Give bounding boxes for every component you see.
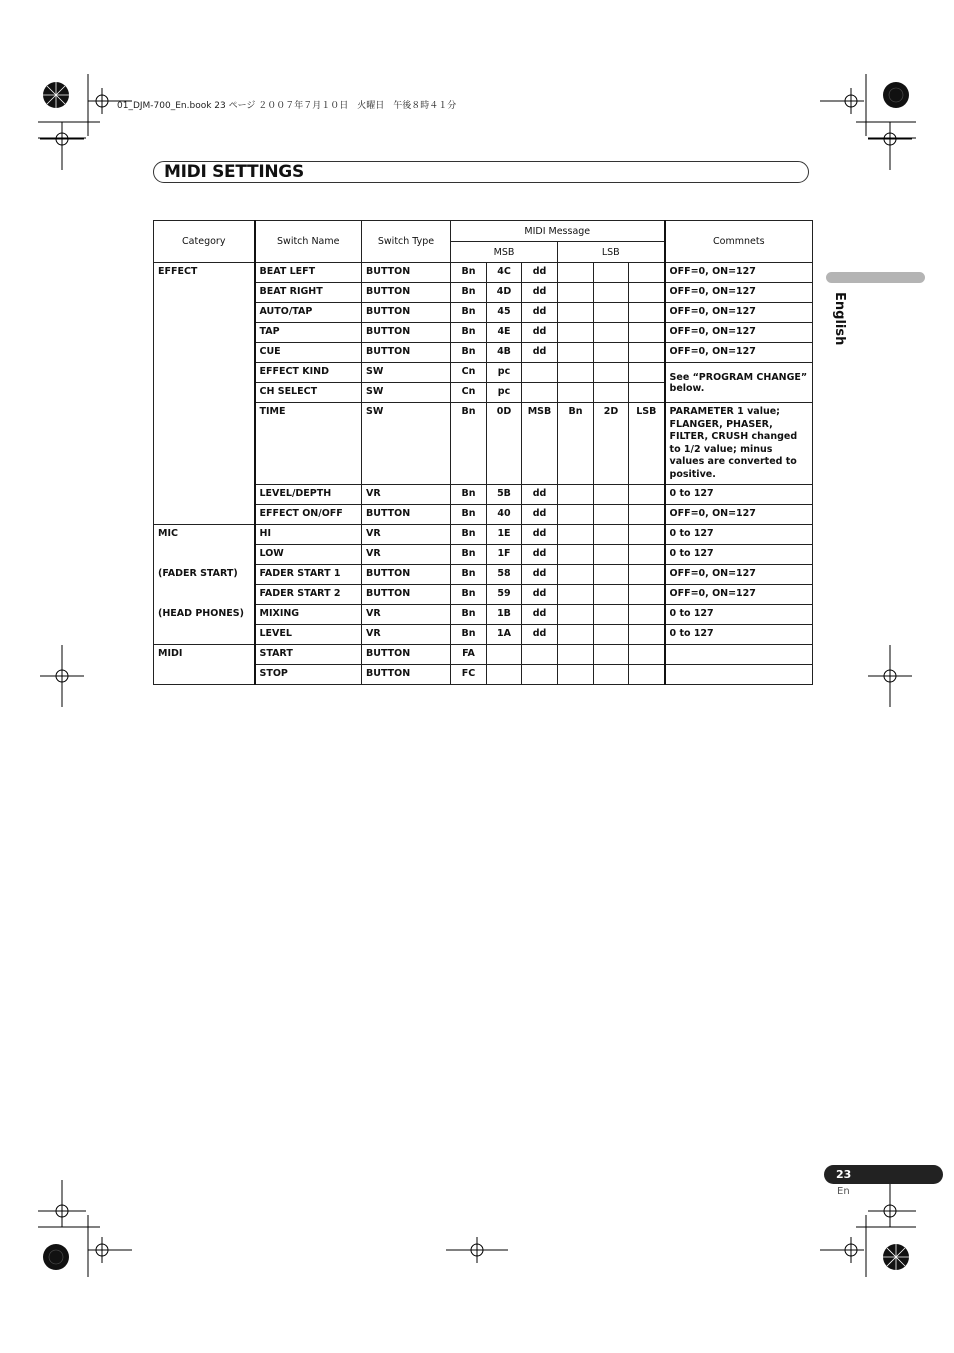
lsb-cell: LSB [629, 403, 665, 485]
switch-name-cell: LOW [255, 545, 362, 565]
lsb-cell [558, 585, 594, 605]
lsb-cell [629, 625, 665, 645]
msb-cell: 1F [487, 545, 522, 565]
lsb-cell [594, 263, 629, 283]
msb-cell: 0D [487, 403, 522, 485]
switch-type-cell: BUTTON [362, 343, 451, 363]
lsb-cell [594, 665, 629, 685]
lsb-cell [594, 565, 629, 585]
msb-cell [487, 665, 522, 685]
lsb-cell [594, 585, 629, 605]
switch-name-cell: LEVEL [255, 625, 362, 645]
msb-cell: Bn [451, 303, 487, 323]
lsb-cell [629, 585, 665, 605]
switch-type-cell: BUTTON [362, 323, 451, 343]
lsb-cell [558, 303, 594, 323]
lsb-cell [558, 263, 594, 283]
msb-cell [522, 383, 558, 403]
msb-cell: 45 [487, 303, 522, 323]
msb-cell: pc [487, 363, 522, 383]
lsb-cell [629, 343, 665, 363]
lsb-cell [594, 383, 629, 403]
switch-name-cell: MIXING [255, 605, 362, 625]
msb-cell: dd [522, 605, 558, 625]
msb-cell: Bn [451, 605, 487, 625]
switch-name-cell: FADER START 1 [255, 565, 362, 585]
lsb-cell [629, 605, 665, 625]
comment-cell: 0 to 127 [665, 545, 813, 565]
msb-cell: Bn [451, 545, 487, 565]
lsb-cell [558, 343, 594, 363]
comment-cell: OFF=0, ON=127 [665, 263, 813, 283]
table-row [154, 645, 813, 665]
table-row [154, 263, 813, 283]
msb-cell: Bn [451, 565, 487, 585]
category-cell: MIC [154, 525, 255, 545]
msb-cell: dd [522, 505, 558, 525]
table-row [154, 605, 813, 625]
lsb-cell [629, 323, 665, 343]
lsb-cell [594, 625, 629, 645]
switch-type-cell: BUTTON [362, 303, 451, 323]
switch-name-cell: EFFECT ON/OFF [255, 505, 362, 525]
switch-type-cell: VR [362, 525, 451, 545]
lsb-cell [558, 363, 594, 383]
switch-name-cell: EFFECT KIND [255, 363, 362, 383]
page-language: En [837, 1186, 850, 1197]
header-lsb: LSB [558, 242, 665, 263]
lsb-cell [594, 303, 629, 323]
table-row [154, 565, 813, 585]
switch-type-cell: BUTTON [362, 645, 451, 665]
comment-cell: See “PROGRAM CHANGE” below. [665, 363, 813, 403]
switch-name-cell: BEAT RIGHT [255, 283, 362, 303]
header-category: Category [154, 221, 255, 263]
lsb-cell [629, 303, 665, 323]
lsb-cell [558, 283, 594, 303]
switch-type-cell: SW [362, 363, 451, 383]
header-switch-type: Switch Type [362, 221, 451, 263]
lsb-cell [594, 525, 629, 545]
switch-name-cell: STOP [255, 665, 362, 685]
table-row [154, 525, 813, 545]
msb-cell: Bn [451, 283, 487, 303]
msb-cell [522, 665, 558, 685]
msb-cell: dd [522, 545, 558, 565]
comment-cell [665, 665, 813, 685]
msb-cell: Cn [451, 383, 487, 403]
lsb-cell [558, 505, 594, 525]
lsb-cell [629, 263, 665, 283]
lsb-cell [594, 505, 629, 525]
category-cell: MIDI [154, 645, 255, 685]
lsb-cell [629, 363, 665, 383]
lsb-cell [594, 343, 629, 363]
language-label: English [832, 292, 847, 346]
lsb-cell [558, 665, 594, 685]
section-title: MIDI SETTINGS [164, 162, 304, 182]
lsb-cell [629, 665, 665, 685]
lsb-cell [594, 485, 629, 505]
msb-cell: dd [522, 303, 558, 323]
category-cell-empty [154, 625, 255, 645]
lsb-cell [594, 545, 629, 565]
comment-cell: PARAMETER 1 value; FLANGER, PHASER, FILTER, CRUSH changed to 1/2 value; minus values are converted to positive. [665, 403, 813, 485]
lsb-cell: Bn [558, 403, 594, 485]
msb-cell: Bn [451, 323, 487, 343]
msb-cell [487, 645, 522, 665]
msb-cell: Cn [451, 363, 487, 383]
lsb-cell [594, 323, 629, 343]
print-header: 01_DJM-700_En.book 23 ページ ２００７年７月１０日 火曜日 午後８時４１分 [117, 101, 457, 111]
table-row [154, 625, 813, 645]
switch-type-cell: BUTTON [362, 505, 451, 525]
msb-cell: Bn [451, 343, 487, 363]
switch-type-cell: VR [362, 625, 451, 645]
msb-cell: dd [522, 565, 558, 585]
msb-cell: dd [522, 525, 558, 545]
lsb-cell [629, 383, 665, 403]
switch-name-cell: HI [255, 525, 362, 545]
msb-cell: pc [487, 383, 522, 403]
msb-cell: dd [522, 283, 558, 303]
switch-type-cell: SW [362, 383, 451, 403]
comment-cell: OFF=0, ON=127 [665, 303, 813, 323]
msb-cell: 4D [487, 283, 522, 303]
msb-cell: 58 [487, 565, 522, 585]
msb-cell: dd [522, 343, 558, 363]
switch-type-cell: BUTTON [362, 283, 451, 303]
switch-name-cell: CH SELECT [255, 383, 362, 403]
switch-name-cell: CUE [255, 343, 362, 363]
comment-cell: OFF=0, ON=127 [665, 585, 813, 605]
lsb-cell [558, 323, 594, 343]
comment-cell [665, 645, 813, 665]
lsb-cell [558, 625, 594, 645]
msb-cell: dd [522, 585, 558, 605]
msb-cell: dd [522, 485, 558, 505]
lsb-cell [629, 545, 665, 565]
lsb-cell [558, 645, 594, 665]
comment-cell: OFF=0, ON=127 [665, 323, 813, 343]
category-cell: (FADER START) [154, 565, 255, 585]
category-cell-empty [154, 585, 255, 605]
language-tab [826, 272, 925, 283]
lsb-cell [629, 283, 665, 303]
msb-cell: Bn [451, 585, 487, 605]
lsb-cell [558, 545, 594, 565]
comment-cell: 0 to 127 [665, 485, 813, 505]
switch-name-cell: BEAT LEFT [255, 263, 362, 283]
switch-type-cell: BUTTON [362, 665, 451, 685]
lsb-cell [558, 605, 594, 625]
lsb-cell [629, 645, 665, 665]
lsb-cell [629, 565, 665, 585]
msb-cell: Bn [451, 263, 487, 283]
msb-cell: Bn [451, 525, 487, 545]
switch-type-cell: VR [362, 545, 451, 565]
comment-cell: OFF=0, ON=127 [665, 505, 813, 525]
switch-name-cell: START [255, 645, 362, 665]
msb-cell: 59 [487, 585, 522, 605]
lsb-cell [594, 363, 629, 383]
lsb-cell [558, 525, 594, 545]
category-cell-empty [154, 545, 255, 565]
comment-cell: OFF=0, ON=127 [665, 565, 813, 585]
msb-cell: Bn [451, 403, 487, 485]
msb-cell: 5B [487, 485, 522, 505]
msb-cell [522, 363, 558, 383]
msb-cell: 40 [487, 505, 522, 525]
comment-cell: OFF=0, ON=127 [665, 283, 813, 303]
page-number: 23 [836, 1168, 852, 1181]
lsb-cell [594, 645, 629, 665]
lsb-cell [558, 383, 594, 403]
msb-cell: 4E [487, 323, 522, 343]
switch-type-cell: BUTTON [362, 263, 451, 283]
msb-cell: 1B [487, 605, 522, 625]
category-cell: EFFECT [154, 263, 255, 525]
msb-cell [522, 645, 558, 665]
header-midi-message: MIDI Message [451, 221, 665, 242]
lsb-cell: 2D [594, 403, 629, 485]
comment-cell: 0 to 127 [665, 605, 813, 625]
midi-settings-table [153, 220, 813, 685]
msb-cell: Bn [451, 625, 487, 645]
switch-type-cell: BUTTON [362, 585, 451, 605]
switch-type-cell: VR [362, 485, 451, 505]
switch-name-cell: FADER START 2 [255, 585, 362, 605]
lsb-cell [558, 565, 594, 585]
switch-name-cell: TAP [255, 323, 362, 343]
lsb-cell [629, 525, 665, 545]
category-cell: (HEAD PHONES) [154, 605, 255, 625]
msb-cell: 1E [487, 525, 522, 545]
msb-cell: FA [451, 645, 487, 665]
msb-cell: FC [451, 665, 487, 685]
lsb-cell [558, 485, 594, 505]
comment-cell: 0 to 127 [665, 625, 813, 645]
msb-cell: Bn [451, 505, 487, 525]
switch-type-cell: BUTTON [362, 565, 451, 585]
table-row [154, 545, 813, 565]
msb-cell: Bn [451, 485, 487, 505]
lsb-cell [594, 605, 629, 625]
msb-cell: 4C [487, 263, 522, 283]
switch-type-cell: SW [362, 403, 451, 485]
msb-cell: MSB [522, 403, 558, 485]
msb-cell: 1A [487, 625, 522, 645]
switch-name-cell: AUTO/TAP [255, 303, 362, 323]
comment-cell: 0 to 127 [665, 525, 813, 545]
switch-name-cell: LEVEL/DEPTH [255, 485, 362, 505]
lsb-cell [629, 485, 665, 505]
msb-cell: dd [522, 625, 558, 645]
lsb-cell [629, 505, 665, 525]
msb-cell: dd [522, 323, 558, 343]
switch-type-cell: VR [362, 605, 451, 625]
switch-name-cell: TIME [255, 403, 362, 485]
table-row [154, 585, 813, 605]
header-msb: MSB [451, 242, 558, 263]
header-comments: Commnets [665, 221, 813, 263]
msb-cell: 4B [487, 343, 522, 363]
msb-cell: dd [522, 263, 558, 283]
header-switch-name: Switch Name [255, 221, 362, 263]
comment-cell: OFF=0, ON=127 [665, 343, 813, 363]
lsb-cell [594, 283, 629, 303]
